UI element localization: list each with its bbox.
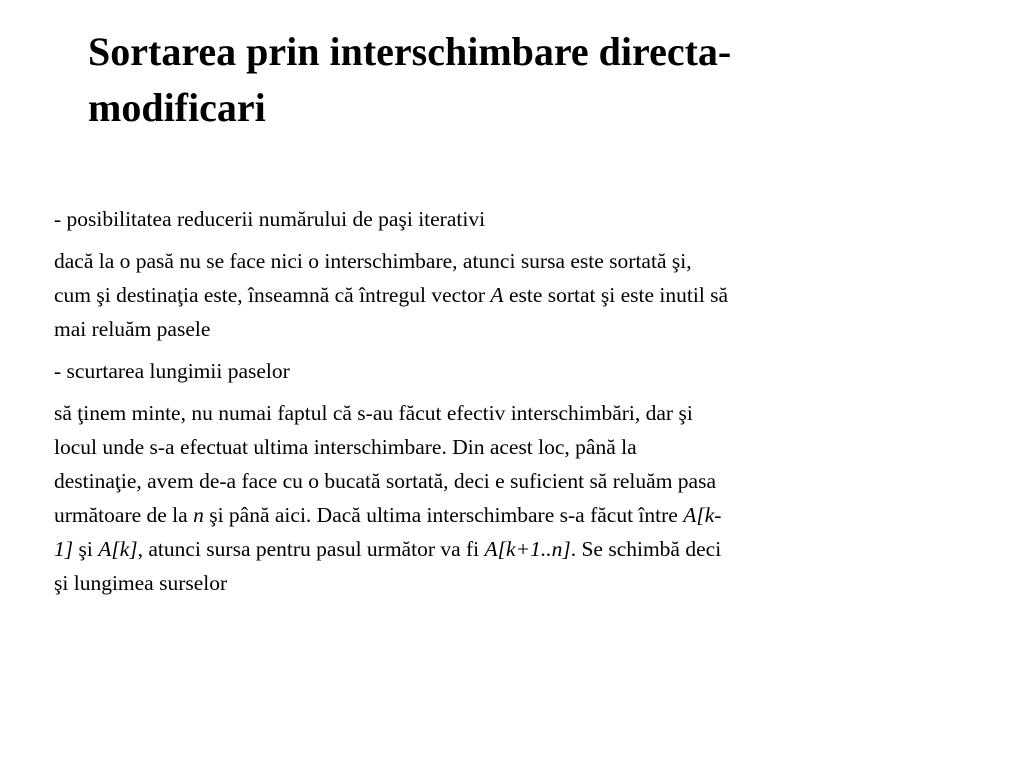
var-a-k-minus-end: 1] [54,537,74,561]
var-a-k: A[k] [98,537,138,561]
item-2-heading: - scurtarea lungimii paselor [54,359,290,383]
item-2-line-4-pre: următoare de la [54,503,194,527]
item-2-line-2: locul unde s-a efectuat ultima interschimbare. Din acest loc, până la [54,435,637,459]
item-1-line-2-post: este sortat şi este inutil să [503,283,729,307]
item-2-line-6: şi lungimea surselor [54,571,228,595]
item-2-line-1: să ţinem minte, nu numai faptul că s-au făcut efectiv interschimbări, dar şi [54,401,693,425]
item-2-line-5-post: . Se schimbă deci [570,537,722,561]
item-1-line-1: dacă la o pasă nu se face nici o interschimbare, atunci sursa este sortată şi, [54,249,692,273]
item-2-line-5-and: şi [73,537,99,561]
item-1-heading: - posibilitatea reducerii numărului de paşi iterativi [54,207,486,231]
var-a-k-minus-start: A[k- [683,503,722,527]
slide-body [54,202,974,608]
item-2-line-3: destinaţie, avem de-a face cu o bucată sortată, deci e suficient să reluăm pasa [54,469,716,493]
slide-title [88,24,968,136]
item-1-line-3: mai reluăm pasele [54,317,211,341]
var-n: n [193,503,204,527]
item-2-line-4-mid: şi până aici. Dacă ultima interschimbare s-a făcut între [203,503,684,527]
title-line-1: Sortarea prin interschimbare directa- [88,29,732,74]
item-2-line-5-mid: , atunci sursa pentru pasul următor va fi [137,537,485,561]
item-1-paragraph [54,244,974,346]
item-1-line-2-pre: cum şi destinaţia este, înseamnă că întregul vector [54,283,491,307]
var-a-range: A[k+1..n] [484,537,571,561]
var-a: A [490,283,504,307]
title-line-2: modificari [88,85,266,130]
item-2-paragraph [54,396,974,600]
